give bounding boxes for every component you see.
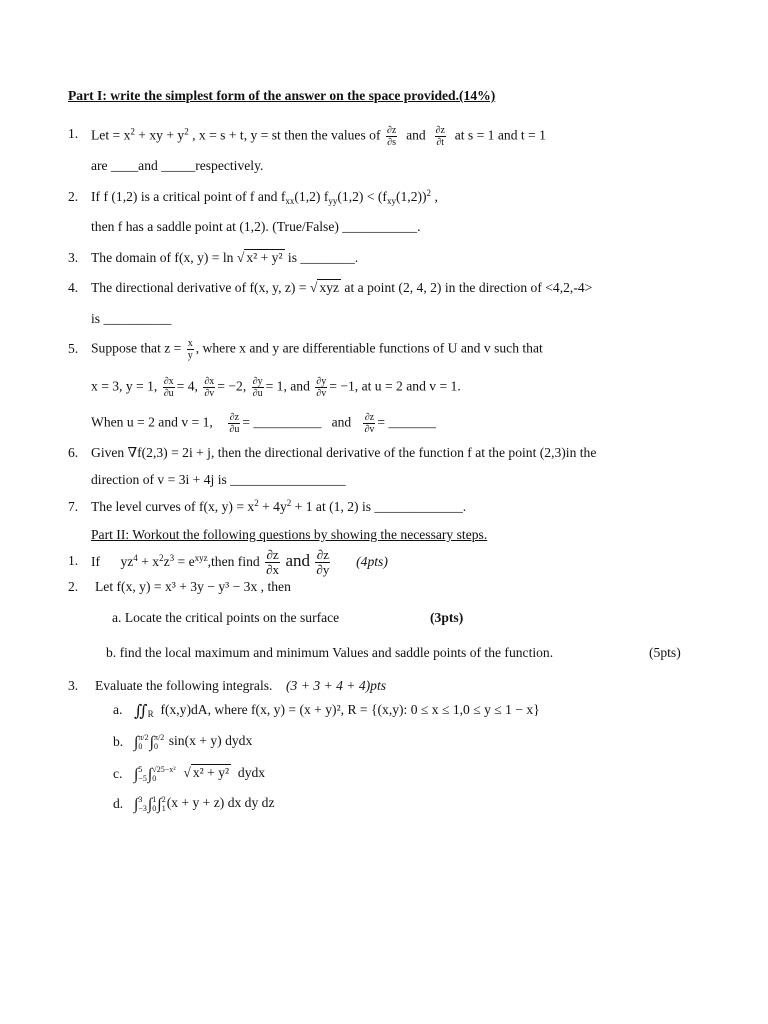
p2-q3a-label: a. (113, 702, 123, 717)
p2-q1-line: If $yz^4 + x^2z^3$ = $e^{xyz},then$ find $\frac{\partial z}{\partial x}$ and $\frac{\partial z}{\partial y}$ (4pts) (91, 547, 388, 578)
p2-q3b-line: ∫ π/2 0 ∫ π/2 0 sin(x + y) dydx (134, 732, 253, 751)
p2-q3-line: Evaluate the following integrals. (3 + 3 + 4 + 4)pts (95, 678, 387, 693)
p2-q2b-points: (5pts) (649, 645, 681, 660)
q4-number: 4. (68, 280, 79, 295)
q1-line2: are ____and _____respectively. (91, 158, 264, 173)
p2-q3c-line: ∫ 5 −5 ∫ √25−x² 0 √ x² + y² dydx (134, 764, 266, 783)
p2-q2a-line: a. Locate the critical points on the surface (112, 610, 340, 625)
p2-q3d-label: d. (113, 796, 124, 811)
q2-line2: then f has a saddle point at (1,2). (True/False) ___________. (91, 219, 421, 234)
q5-line3: When u = 2 and v = 1, $\frac{\partial z}{\partial u}$ = __________ and $\frac{\partial z}{\partial v}$ = _______ (91, 412, 437, 435)
dz-dt-fraction: $\frac{\partial z}{\partial t}$ (435, 125, 445, 148)
p2-q2-number: 2. (68, 579, 79, 594)
q5-line2: x = 3, y = 1, $\frac{\partial x}{\partial u}$ = 4, $\frac{\partial x}{\partial v}$ = −2, $\frac{\partial y}{\partial u}$ = 1, and $\frac{\partial y}{\partial v}$ = −1, at u = 2 and v = 1. (91, 376, 461, 399)
q1-number: 1. (68, 126, 79, 141)
p2-q3-number: 3. (68, 678, 79, 693)
q7-line: The level curves of f(x, $y) = x^2 + 4y^2 + 1$ at (1, 2) is _____________. (91, 498, 467, 514)
p2-q2b-line: b. find the local maximum and minimum Values and saddle points of the function. (106, 645, 554, 660)
p2-q3d-line: ∫ 3 −3 ∫ 1 0 ∫ 2 1 (x + y + z) dx dy dz (134, 794, 275, 813)
q5-line1: Suppose that z = $\frac{x}{y}$ , where x and y are differentiable functions of U and v such that (91, 338, 543, 361)
p2-q2a-points: (3pts) (430, 610, 464, 625)
q4-line1: The directional derivative of f(x, y, z) = √ xyz at a point (2, 4, 2) in the direction of <4,2,-4> (91, 280, 593, 295)
q2-number: 2. (68, 189, 79, 204)
q6-line1: Given ∇f(2,3) = 2i + j, then the directional derivative of the function f at the point (2,3)in the (91, 445, 597, 460)
q5-number: 5. (68, 341, 79, 356)
part2-heading: Part II: Workout the following questions by showing the necessary steps. (91, 527, 488, 542)
q1-line1: Let = $x^2$ + xy + $y^2$ , x = s + t, y = st then the values of $\frac{\partial z}{\partial s}$ and $\frac{\partial z}{\partial t}$ at s = 1 and t = 1 (91, 125, 546, 148)
dz-ds-fraction: $\frac{\partial z}{\partial s}$ (386, 125, 397, 148)
q4-line2: is __________ (91, 311, 172, 326)
q3-number: 3. (68, 250, 79, 265)
p2-q3a-line: $∬_R$ f(x,y)dA, where f(x, y) = (x + y)², R = {(x,y): 0 ≤ x ≤ 1,0 ≤ y ≤ 1 − x} (134, 702, 540, 720)
q7-number: 7. (68, 499, 79, 514)
q3-line: The domain of f(x, y) = ln √ x² + y² is ________. (91, 250, 359, 265)
p2-q1-number: 1. (68, 553, 79, 568)
q6-line2: direction of v = 3i + 4j is _________________ (91, 472, 346, 487)
q2-line1: If f (1,2) is a critical point of f and $f_{xx}(1,2) f_{yy}(1,2) < (f_{xy}(1,2))^2$ , (91, 188, 438, 206)
part1-heading: Part I: write the simplest form of the answer on the space provided.(14%) (68, 88, 496, 103)
p2-q2-line: Let f(x, y) = x³ + 3y − y³ − 3x , then (95, 579, 291, 594)
p2-q3b-label: b. (113, 734, 124, 749)
q6-number: 6. (68, 445, 79, 460)
p2-q3c-label: c. (113, 766, 123, 781)
